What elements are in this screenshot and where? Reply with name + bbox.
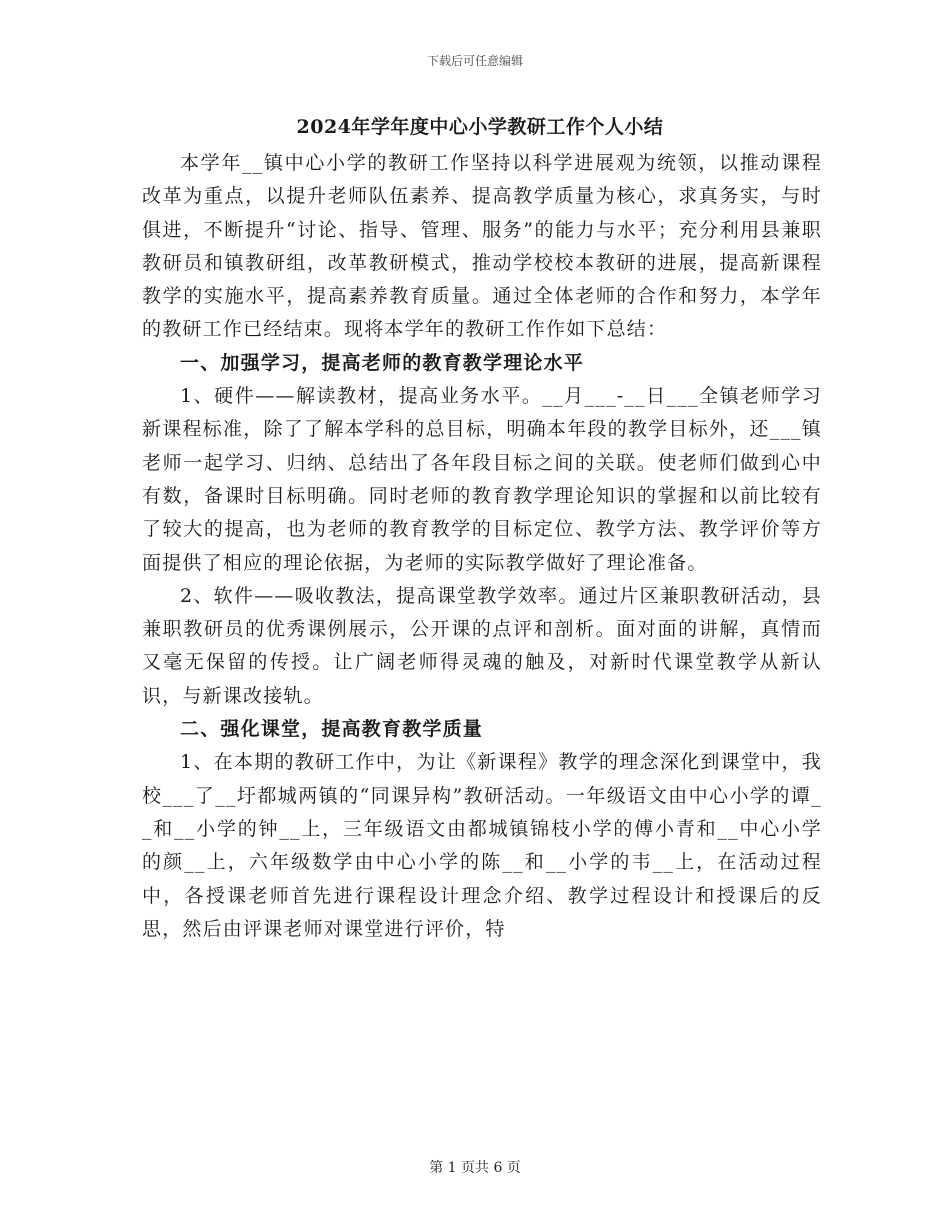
- intro-paragraph: 本学年__镇中心小学的教研工作坚持以科学进展观为统领，以推动课程改革为重点，以提升老师队伍素养、提高教学质量为核心，求真务实，与时俱进，不断提升“讨论、指导、管理、服务”的能力与水平；充分利用县兼职教研员和镇教研组，改革教研模式，推动学校校本教研的进展，提高新课程教学的实施水平，提高素养教育质量。通过全体老师的合作和努力，本学年的教研工作已经结束。现将本学年的教研工作作如下总结：: [142, 152, 822, 341]
- document-body: [142, 147, 822, 946]
- section-heading-1: 一、加强学习，提高老师的教育教学理论水平: [180, 351, 585, 374]
- paragraph-1-1: 1、硬件——解读教材，提高业务水平。__月___-__日___全镇老师学习新课程标准，除了了解本学科的总目标，明确本年段的教学目标外，还___镇老师一起学习、归纳、总结出了各年段目标之间的关联。使老师们做到心中有数，备课时目标明确。同时老师的教育教学理论知识的掌握和以前比较有了较大的提高，也为老师的教育教学的目标定位、教学方法、教学评价等方面提供了相应的理论依据，为老师的实际教学做好了理论准备。: [142, 385, 822, 574]
- paragraph-1-2: 2、软件——吸收教法，提高课堂教学效率。通过片区兼职教研活动，县兼职教研员的优秀课例展示，公开课的点评和剖析。面对面的讲解，真情而又毫无保留的传授。让广阔老师得灵魂的触及，对新时代课堂教学从新认识，与新课改接轨。: [142, 584, 822, 707]
- header-note: 下载后可任意编辑: [426, 54, 523, 68]
- paragraph-2-1: 1、在本期的教研工作中，为让《新课程》教学的理念深化到课堂中，我校___了__圩都城两镇的“同课异构”教研活动。一年级语文由中心小学的谭__和__小学的钟__上，三年级语文由都城镇锦枝小学的傅小青和__中心小学的颜__上，六年级数学由中心小学的陈__和__小学的韦__上，在活动过程中，各授课老师首先进行课程设计理念介绍、教学过程设计和授课后的反思，然后由评课老师对课堂进行评价，特: [142, 751, 822, 940]
- document-title: 2024年学年度中心小学教研工作个人小结: [296, 116, 664, 138]
- section-heading-2: 二、强化课堂，提高教育教学质量: [180, 718, 484, 741]
- page-number-footer: 第 1 页共 6 页: [429, 1160, 521, 1176]
